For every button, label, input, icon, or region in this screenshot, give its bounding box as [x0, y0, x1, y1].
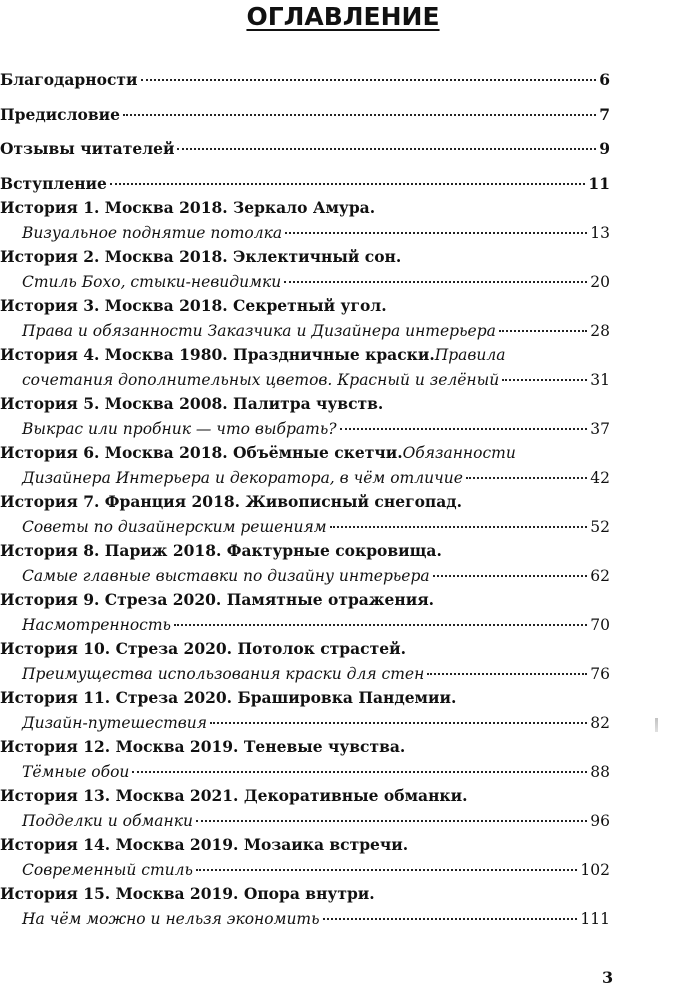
toc-page-number: 102	[580, 860, 610, 879]
scan-mark	[655, 718, 658, 732]
toc-entry-label: История 3. Москва 2018. Секретный угол.	[0, 296, 387, 315]
toc-chapter-subtitle	[0, 417, 610, 442]
toc-page-number: 11	[588, 173, 610, 193]
toc-page-number: 9	[599, 139, 610, 158]
toc-chapter-heading	[0, 686, 610, 711]
toc-entry-label: История 11. Стреза 2020. Брашировка Пандемии.	[0, 688, 457, 707]
toc-entry-label: Дизайн-путешествия	[22, 713, 208, 732]
toc-entry-label: История 10. Стреза 2020. Потолок страстей.	[0, 639, 406, 658]
toc-entry-label: сочетания дополнительных цветов. Красный и зелёный	[22, 370, 500, 389]
toc-page-number: 70	[590, 615, 610, 634]
dot-leader	[196, 816, 587, 822]
toc-chapter-heading	[0, 441, 610, 466]
toc-entry-label: История 14. Москва 2019. Мозаика встречи.	[0, 835, 409, 854]
toc-entry-label: Советы по дизайнерским решениям	[22, 517, 327, 536]
toc-page-number: 37	[590, 419, 610, 438]
dot-leader	[141, 75, 597, 81]
toc-page-number: 28	[590, 321, 610, 340]
toc-page-number: 111	[580, 909, 610, 928]
dot-leader	[466, 473, 587, 479]
dot-leader	[174, 620, 587, 626]
toc-chapter-heading	[0, 539, 610, 564]
toc-page-number: 42	[590, 468, 610, 487]
toc-chapter-heading	[0, 637, 610, 662]
toc-entry-label: Права и обязанности Заказчика и Дизайнера интерьера	[22, 321, 496, 340]
dot-leader	[177, 144, 596, 150]
toc-entry-label: История 13. Москва 2021. Декоративные обманки.	[0, 786, 468, 805]
toc-chapter-heading	[0, 784, 610, 809]
toc-chapter-heading	[0, 882, 610, 907]
dot-leader	[340, 424, 588, 430]
toc-entry-label: История 15. Москва 2019. Опора внутри.	[0, 884, 375, 903]
toc-entry-label: Стиль Бохо, стыки-невидимки	[22, 272, 282, 291]
toc-entry-label: На чём можно и нельзя экономить	[22, 909, 320, 928]
dot-leader	[330, 522, 588, 528]
toc-entry-label: Самые главные выставки по дизайну интерьера	[22, 566, 430, 585]
toc-chapter-subtitle	[0, 907, 610, 932]
toc-front-entry	[0, 137, 610, 162]
toc-page-number: 20	[590, 272, 610, 291]
toc-page-number: 88	[590, 762, 610, 781]
toc-chapter-subtitle	[0, 319, 610, 344]
toc-chapter-subtitle	[0, 564, 610, 589]
toc-chapter-subtitle	[0, 466, 610, 491]
toc-intro-entry	[0, 172, 610, 197]
toc-chapter-subtitle	[0, 711, 610, 736]
toc-entry-label: История 12. Москва 2019. Теневые чувства.	[0, 737, 406, 756]
toc-chapter-subtitle	[0, 809, 610, 834]
page-number: 3	[602, 968, 614, 987]
toc-entry-continuation: Правила	[434, 346, 506, 364]
toc-chapter-subtitle	[0, 613, 610, 638]
toc-front-entry	[0, 103, 610, 128]
dot-leader	[427, 669, 587, 675]
dot-leader	[285, 228, 587, 234]
dot-leader	[196, 865, 577, 871]
toc-chapter-subtitle	[0, 221, 610, 246]
toc-entry-label: Преимущества использования краски для стен	[22, 664, 425, 683]
toc-entry-label: История 8. Париж 2018. Фактурные сокровища.	[0, 541, 442, 560]
toc-chapter-heading	[0, 343, 610, 368]
toc-chapter-subtitle	[0, 662, 610, 687]
dot-leader	[502, 375, 587, 381]
dot-leader	[499, 326, 587, 332]
toc-entry-label: История 4. Москва 1980. Праздничные краски.	[0, 345, 435, 364]
toc-entry-label: Подделки и обманки	[22, 811, 193, 830]
toc-chapter-heading	[0, 392, 610, 417]
toc-entry-continuation: Обязанности	[402, 444, 516, 462]
dot-leader	[210, 718, 587, 724]
toc-page-number: 6	[599, 70, 610, 89]
toc-page-number: 62	[590, 566, 610, 585]
toc-entry-label: История 5. Москва 2008. Палитра чувств.	[0, 394, 384, 413]
dot-leader	[433, 571, 588, 577]
toc-chapter-heading	[0, 735, 610, 760]
toc-entry-label: Насмотренность	[22, 615, 171, 634]
toc-page-number: 7	[599, 104, 610, 124]
toc-entry-label: Отзывы читателей	[0, 139, 175, 158]
toc-chapter-subtitle	[0, 368, 610, 393]
toc-entry-label: История 7. Франция 2018. Живописный снегопад.	[0, 492, 463, 511]
toc-entry-label: Вступление	[0, 173, 107, 193]
toc-entry-label: Благодарности	[0, 70, 138, 89]
toc-entry-label: Визуальное поднятие потолка	[22, 223, 283, 242]
toc-page-number: 96	[590, 811, 610, 830]
toc-chapter-subtitle	[0, 760, 610, 785]
toc-chapter-heading	[0, 833, 610, 858]
toc-page-number: 52	[590, 517, 610, 536]
toc-entry-label: Дизайнера Интерьера и декоратора, в чём отличие	[22, 468, 463, 487]
page-title: ОГЛАВЛЕНИЕ	[246, 2, 440, 31]
dot-leader	[110, 179, 586, 185]
toc-entry-label: Выкрас или пробник — что выбрать?	[22, 419, 337, 438]
toc-entry-label: История 2. Москва 2018. Эклектичный сон.	[0, 247, 402, 266]
toc-chapter-heading	[0, 245, 610, 270]
toc-page-number: 76	[590, 664, 610, 683]
toc-entry-label: Тёмные обои	[22, 762, 130, 781]
toc-entry-label: Предисловие	[0, 104, 120, 124]
dot-leader	[123, 110, 596, 116]
toc-chapter-heading	[0, 490, 610, 515]
toc-entry-label: История 6. Москва 2018. Объёмные скетчи.	[0, 443, 403, 462]
toc-entry-label: История 9. Стреза 2020. Памятные отражения.	[0, 590, 435, 609]
toc-entry-label: История 1. Москва 2018. Зеркало Амура.	[0, 198, 376, 217]
toc-chapter-heading	[0, 294, 610, 319]
dot-leader	[323, 914, 578, 920]
toc-chapter-subtitle	[0, 270, 610, 295]
table-of-contents	[0, 68, 610, 931]
toc-chapter-heading	[0, 588, 610, 613]
toc-chapter-subtitle	[0, 515, 610, 540]
toc-front-entry	[0, 68, 610, 93]
toc-chapter-heading	[0, 196, 610, 221]
toc-entry-label: Современный стиль	[22, 860, 193, 879]
toc-chapter-subtitle	[0, 858, 610, 883]
dot-leader	[132, 767, 587, 773]
toc-page-number: 31	[590, 370, 610, 389]
toc-page-number: 82	[590, 713, 610, 732]
toc-page-number: 13	[590, 223, 610, 242]
dot-leader	[284, 277, 587, 283]
